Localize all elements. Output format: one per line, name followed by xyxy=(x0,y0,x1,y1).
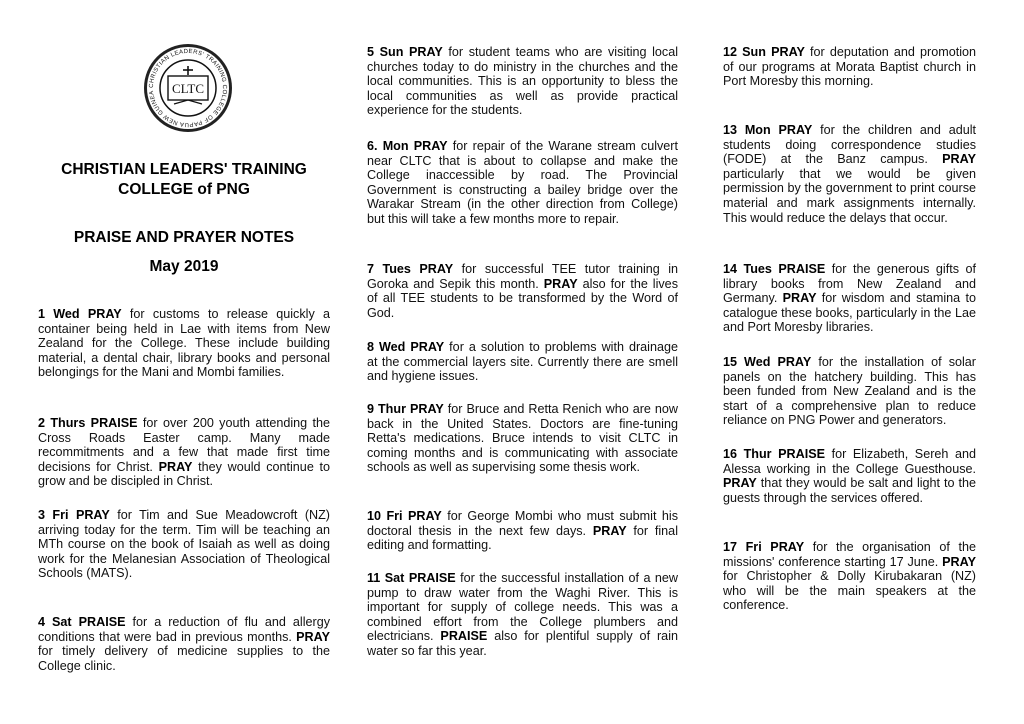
college-seal-logo xyxy=(142,42,234,134)
seal-ring-text: CHRISTIAN LEADERS' TRAINING COLLEGE OF PAPUA NEW GUINEA xyxy=(148,48,228,128)
prayer-entry-10: 10 Fri PRAY for George Mombi who must submit his doctoral thesis in the next few days. PRAY for final editing and formatting. xyxy=(367,509,678,553)
prayer-entry-12: 12 Sun PRAY for deputation and promotion of our programs at Morata Baptist church in Port Moresby this morning. xyxy=(723,45,976,89)
prayer-entry-15: 15 Wed PRAY for the installation of solar panels on the hatchery building. This has been funded from New Zealand and is the start of a comprehensive plan to reduce reliance on PNG Power and generators. xyxy=(723,355,976,428)
prayer-entry-1: 1 Wed PRAY for customs to release quickly a container being held in Lae with items from New Zealand for the College. These include building material, a dental chair, library books and personal belongings for the Mani and Mombi families. xyxy=(38,307,330,380)
seal-monogram: CLTC xyxy=(171,81,205,96)
prayer-entry-4: 4 Sat PRAISE for a reduction of flu and allergy conditions that were bad in previous months. PRAY for timely delivery of medicine supplies to the College clinic. xyxy=(38,615,330,673)
prayer-entry-5: 5 Sun PRAY for student teams who are visiting local churches today to do ministry in the churches and the local communities. This is an opportunity to bless the local communities as well as provide practical experience for the students. xyxy=(367,45,679,118)
prayer-entry-2: 2 Thurs PRAISE for over 200 youth attending the Cross Roads Easter camp. Many made recommitments and a few that made first time decisions for Christ. PRAY they would continue to grow and be discipled in Christ. xyxy=(38,416,331,489)
prayer-entry-9: 9 Thur PRAY for Bruce and Retta Renich who are now back in the United States. Doctors are fine-tuning Retta's medications. Bruce intends to visit CLTC in coming months and is communicating with associate schools as well as supervising some thesis work. xyxy=(367,402,678,475)
notes-date: May 2019 xyxy=(149,258,219,275)
prayer-entry-7: 7 Tues PRAY for successful TEE tutor training in Goroka and Sepik this month. PRAY also for the lives of all TEE students to be transformed by the Word of God. xyxy=(367,262,679,320)
prayer-entry-16: 16 Thur PRAISE for Elizabeth, Sereh and Alessa working in the College Guesthouse. PRAY that they would be salt and light to the guests through the services offered. xyxy=(723,447,976,505)
college-title xyxy=(38,160,330,200)
college-title-line1: CHRISTIAN LEADERS' TRAINING xyxy=(61,161,307,178)
prayer-entry-8: 8 Wed PRAY for a solution to problems with drainage at the commercial layers site. Currently there are smell and hygiene issues. xyxy=(367,340,678,384)
notes-subtitle: PRAISE AND PRAYER NOTES xyxy=(73,229,295,246)
prayer-entry-17: 17 Fri PRAY for the organisation of the missions' conference starting 17 June. PRAY for Christopher & Dolly Kirubakaran (NZ) who will be the main speakers at the conference. xyxy=(723,540,977,613)
college-title-line2: COLLEGE of PNG xyxy=(118,181,250,198)
prayer-entry-13: 13 Mon PRAY for the children and adult students doing correspondence studies (FODE) at the Banz campus. PRAY particularly that we would be given permission by the government to print course material and mark assignments internally. This would reduce the delays that occur. xyxy=(723,123,977,225)
prayer-entry-11: 11 Sat PRAISE for the successful installation of a new pump to draw water from the Waghi River. This is important for supply of college needs. This was a combined effort from the College plumbers and electricians. PRAISE also for plentiful supply of rain water so far this year. xyxy=(367,571,678,658)
prayer-entry-6: 6. Mon PRAY for repair of the Warane stream culvert near CLTC that is about to collapse and make the College inaccessible by road. The Provincial Government is constructing a bailey bridge over the Warakar Stream (in the other direction from College) but this will take a few months more to repair. xyxy=(367,139,679,226)
prayer-entry-3: 3 Fri PRAY for Tim and Sue Meadowcroft (NZ) arriving today for the term. Tim will be teaching an MTh course on the book of Isaiah as well as doing work for the Melanesian Association of Theological Schools (MATS). xyxy=(38,508,330,581)
prayer-entry-14: 14 Tues PRAISE for the generous gifts of library books from New Zealand and Germany. PRAY for wisdom and stamina to catalogue these books, particularly in the Lae and Port Moresby libraries. xyxy=(723,262,976,335)
